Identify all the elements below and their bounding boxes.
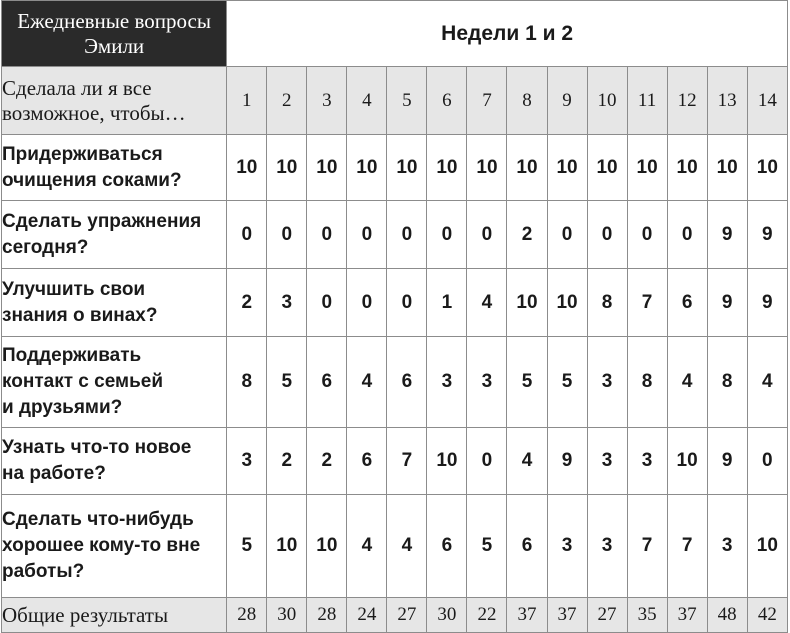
score-cell: 7 — [387, 428, 427, 495]
score-cell: 4 — [467, 269, 507, 337]
day-number: 12 — [667, 67, 707, 135]
score-cell: 9 — [747, 201, 787, 269]
totals-row — [2, 598, 788, 633]
day-number: 2 — [267, 67, 307, 135]
total-score: 37 — [507, 598, 547, 633]
day-number: 13 — [707, 67, 747, 135]
score-cell: 3 — [587, 495, 627, 598]
score-cell: 10 — [667, 135, 707, 201]
score-cell: 4 — [667, 337, 707, 428]
day-number: 8 — [507, 67, 547, 135]
day-number: 14 — [747, 67, 787, 135]
score-cell: 4 — [347, 495, 387, 598]
score-cell: 5 — [227, 495, 267, 598]
score-cell: 0 — [627, 201, 667, 269]
total-score: 28 — [227, 598, 267, 633]
day-number: 9 — [547, 67, 587, 135]
total-score: 24 — [347, 598, 387, 633]
score-cell: 0 — [387, 269, 427, 337]
total-score: 30 — [427, 598, 467, 633]
score-cell: 0 — [387, 201, 427, 269]
score-cell: 4 — [387, 495, 427, 598]
score-cell: 10 — [267, 135, 307, 201]
score-cell: 6 — [307, 337, 347, 428]
text-line: работы? — [2, 561, 85, 582]
score-cell: 0 — [747, 428, 787, 495]
text-line: Сделать упражнения — [2, 210, 202, 232]
score-cell: 10 — [307, 495, 347, 598]
score-cell: 5 — [267, 337, 307, 428]
score-cell: 10 — [707, 135, 747, 201]
day-number: 10 — [587, 67, 627, 135]
score-cell: 10 — [227, 135, 267, 201]
question-text — [2, 201, 227, 269]
score-cell: 5 — [467, 495, 507, 598]
score-cell: 3 — [627, 428, 667, 495]
score-cell: 6 — [667, 269, 707, 337]
question-text — [2, 495, 227, 598]
score-cell: 6 — [427, 495, 467, 598]
score-cell: 10 — [507, 269, 547, 337]
total-score: 22 — [467, 598, 507, 633]
score-cell: 0 — [347, 269, 387, 337]
score-cell: 9 — [747, 269, 787, 337]
question-row — [2, 495, 788, 598]
total-score: 30 — [267, 598, 307, 633]
score-cell: 9 — [707, 269, 747, 337]
score-cell: 6 — [507, 495, 547, 598]
question-text — [2, 428, 227, 495]
score-cell: 2 — [227, 269, 267, 337]
text-line: Поддерживать — [2, 345, 142, 366]
text-line: Придерживаться — [2, 143, 163, 165]
daily-questions-table — [1, 0, 788, 633]
score-cell: 5 — [547, 337, 587, 428]
text-line: Улучшить свои — [2, 278, 146, 300]
score-cell: 0 — [267, 201, 307, 269]
score-cell: 9 — [707, 428, 747, 495]
score-cell: 10 — [667, 428, 707, 495]
day-number: 1 — [227, 67, 267, 135]
score-cell: 10 — [347, 135, 387, 201]
score-cell: 7 — [667, 495, 707, 598]
score-cell: 0 — [227, 201, 267, 269]
score-cell: 3 — [587, 337, 627, 428]
score-cell: 4 — [347, 337, 387, 428]
score-cell: 4 — [507, 428, 547, 495]
total-score: 35 — [627, 598, 667, 633]
score-cell: 10 — [507, 135, 547, 201]
score-cell: 10 — [267, 495, 307, 598]
score-cell: 0 — [467, 201, 507, 269]
question-column-header — [2, 67, 227, 135]
day-header-row — [2, 67, 788, 135]
score-cell: 3 — [227, 428, 267, 495]
score-cell: 8 — [587, 269, 627, 337]
score-cell: 10 — [427, 135, 467, 201]
score-cell: 2 — [507, 201, 547, 269]
day-number: 11 — [627, 67, 667, 135]
day-number: 5 — [387, 67, 427, 135]
score-cell: 4 — [747, 337, 787, 428]
day-number: 3 — [307, 67, 347, 135]
question-row — [2, 337, 788, 428]
question-text — [2, 135, 227, 201]
score-cell: 10 — [627, 135, 667, 201]
score-cell: 3 — [467, 337, 507, 428]
score-cell: 10 — [387, 135, 427, 201]
text-line: Эмили — [84, 33, 145, 58]
score-cell: 9 — [547, 428, 587, 495]
score-cell: 0 — [347, 201, 387, 269]
total-score: 42 — [747, 598, 787, 633]
text-line: Узнать что-то новое — [2, 437, 192, 458]
question-row — [2, 269, 788, 337]
text-line: контакт с семьей — [2, 371, 164, 392]
day-number: 7 — [467, 67, 507, 135]
text-line: возможное, чтобы… — [2, 100, 186, 125]
score-cell: 8 — [707, 337, 747, 428]
score-cell: 3 — [267, 269, 307, 337]
score-cell: 9 — [707, 201, 747, 269]
text-line: Сделать что-нибудь — [2, 509, 194, 530]
question-text — [2, 269, 227, 337]
score-cell: 1 — [427, 269, 467, 337]
score-cell: 0 — [307, 201, 347, 269]
score-cell: 6 — [347, 428, 387, 495]
score-cell: 10 — [547, 269, 587, 337]
total-score: 27 — [387, 598, 427, 633]
day-number: 4 — [347, 67, 387, 135]
weeks-label: Недели 1 и 2 — [227, 1, 788, 67]
score-cell: 0 — [427, 201, 467, 269]
score-cell: 5 — [507, 337, 547, 428]
total-score: 27 — [587, 598, 627, 633]
score-cell: 0 — [587, 201, 627, 269]
score-cell: 0 — [307, 269, 347, 337]
text-line: и друзьями? — [2, 397, 123, 418]
score-cell: 10 — [427, 428, 467, 495]
day-number: 6 — [427, 67, 467, 135]
text-line: на работе? — [2, 463, 106, 484]
score-cell: 3 — [547, 495, 587, 598]
score-cell: 10 — [467, 135, 507, 201]
score-cell: 10 — [547, 135, 587, 201]
question-row — [2, 428, 788, 495]
text-line: сегодня? — [2, 236, 89, 258]
score-cell: 10 — [747, 495, 787, 598]
score-cell: 3 — [707, 495, 747, 598]
text-line: Ежедневные вопросы — [17, 8, 211, 33]
score-cell: 2 — [267, 428, 307, 495]
text-line: очищения соками? — [2, 169, 182, 191]
score-cell: 8 — [227, 337, 267, 428]
score-cell: 10 — [307, 135, 347, 201]
total-score: 28 — [307, 598, 347, 633]
score-cell: 7 — [627, 269, 667, 337]
question-text — [2, 337, 227, 428]
score-cell: 10 — [587, 135, 627, 201]
question-row — [2, 201, 788, 269]
totals-label: Общие результаты — [2, 598, 227, 633]
score-cell: 0 — [547, 201, 587, 269]
question-row — [2, 135, 788, 201]
table-title — [2, 1, 227, 67]
score-cell: 8 — [627, 337, 667, 428]
score-cell: 2 — [307, 428, 347, 495]
header-row — [2, 1, 788, 67]
total-score: 37 — [667, 598, 707, 633]
text-line: Сделала ли я все — [2, 75, 152, 100]
text-line: знания о винах? — [2, 304, 158, 326]
total-score: 37 — [547, 598, 587, 633]
score-cell: 7 — [627, 495, 667, 598]
score-cell: 0 — [467, 428, 507, 495]
score-cell: 3 — [427, 337, 467, 428]
score-cell: 10 — [747, 135, 787, 201]
total-score: 48 — [707, 598, 747, 633]
score-cell: 6 — [387, 337, 427, 428]
score-cell: 0 — [667, 201, 707, 269]
score-cell: 3 — [587, 428, 627, 495]
text-line: хорошее кому-то вне — [2, 535, 201, 556]
